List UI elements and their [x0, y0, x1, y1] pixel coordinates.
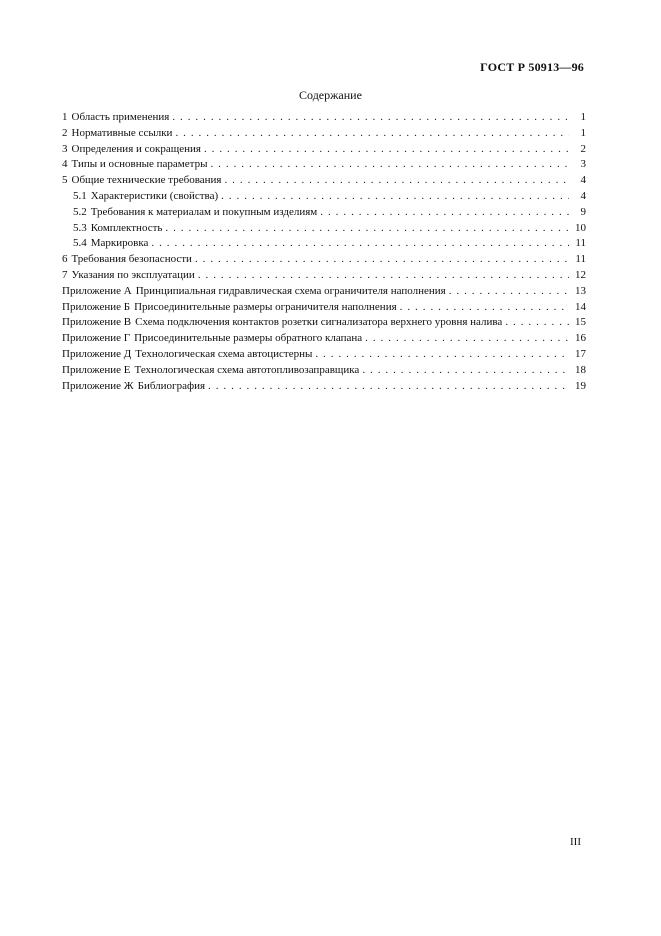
toc-entry-page: 11: [575, 237, 586, 250]
toc-entry-number: 1: [62, 111, 68, 123]
toc-entry-label: Принципиальная гидравлическая схема ограничителя наполнения: [135, 284, 446, 297]
toc-entry-page: 11: [575, 253, 586, 266]
toc-entry-page: 18: [575, 363, 586, 376]
toc-entry-page: 2: [580, 142, 586, 155]
toc-entry[interactable]: [62, 205, 586, 221]
toc-entry-label: Библиография: [137, 379, 206, 392]
dot-leader: [165, 221, 569, 237]
toc-entry[interactable]: [62, 331, 586, 347]
toc-entry-number: 3: [62, 142, 68, 155]
dot-leader: [151, 236, 569, 252]
dot-leader: [195, 252, 569, 268]
toc-entry-page: 4: [580, 174, 586, 187]
toc-entry-number: 2: [62, 126, 68, 139]
toc-title: Содержание: [299, 88, 362, 102]
toc-entry-label: Присоединительные размеры ограничителя наполнения: [134, 300, 397, 313]
toc-entry-page: 1: [580, 111, 586, 123]
toc-entry-number: Приложение Б: [62, 300, 131, 313]
toc-entry-number: Приложение А: [62, 284, 132, 297]
toc-entry[interactable]: [62, 189, 586, 205]
toc-entry-page: 3: [580, 158, 586, 171]
toc-entry-label: Общие технические требования: [71, 174, 222, 187]
toc-entry-label: Требования безопасности: [71, 253, 192, 266]
toc-entry-page: 16: [575, 332, 586, 345]
dot-leader: [175, 126, 569, 142]
toc-entry[interactable]: [62, 347, 586, 363]
toc-entry[interactable]: [62, 300, 586, 316]
toc-entry-number: Приложение Е: [62, 363, 131, 376]
dot-leader: [208, 379, 569, 395]
toc-entry-page: 12: [575, 268, 586, 281]
toc-entry-label: Область применения: [71, 111, 170, 123]
toc-entry-label: Характеристики (свойства): [90, 189, 219, 202]
toc-entry-label: Типы и основные параметры: [71, 158, 208, 171]
toc-entry[interactable]: [62, 252, 586, 268]
dot-leader: [362, 363, 569, 379]
dot-leader: [210, 157, 569, 173]
dot-leader: [204, 142, 569, 158]
toc-entry[interactable]: [62, 221, 586, 237]
toc-entry-number: 5.2: [73, 205, 87, 218]
dot-leader: [224, 173, 569, 189]
toc-entry-page: 14: [575, 300, 586, 313]
toc-entry-number: 5.1: [73, 189, 87, 202]
dot-leader: [221, 189, 569, 205]
dot-leader: [315, 347, 569, 363]
toc-entry-label: Комплектность: [90, 221, 163, 234]
dot-leader: [449, 284, 569, 300]
toc-entry-number: Приложение В: [62, 316, 132, 329]
toc-entry-page: 13: [575, 284, 586, 297]
toc-entry-label: Определения и сокращения: [71, 142, 201, 155]
dot-leader: [365, 331, 569, 347]
document-code: ГОСТ Р 50913—96: [480, 60, 584, 74]
toc-entry-number: 4: [62, 158, 68, 171]
toc-entry-page: 9: [580, 205, 586, 218]
toc-entry-number: Приложение Д: [62, 347, 132, 360]
dot-leader: [505, 315, 569, 331]
toc-entry-label: Технологическая схема автоцистерны: [135, 347, 313, 360]
toc-entry-number: 5.4: [73, 237, 87, 250]
toc-entry-page: 15: [575, 316, 586, 329]
toc-entry-number: Приложение Г: [62, 332, 131, 345]
toc-entry[interactable]: [62, 315, 586, 331]
dot-leader: [172, 110, 569, 126]
toc-entry-number: 7: [62, 268, 68, 281]
toc-entry-number: 5: [62, 174, 68, 187]
toc-entry-page: 1: [580, 126, 586, 139]
toc-entry[interactable]: [62, 379, 586, 395]
toc-entry[interactable]: [62, 173, 586, 189]
toc-entry[interactable]: [62, 157, 586, 173]
table-of-contents: [62, 110, 586, 394]
dot-leader: [198, 268, 569, 284]
toc-entry-number: 5.3: [73, 221, 87, 234]
dot-leader: [400, 300, 569, 316]
toc-entry-label: Технологическая схема автотопливозаправщика: [134, 363, 360, 376]
dot-leader: [320, 205, 569, 221]
page-number: III: [570, 836, 581, 848]
toc-entry-page: 17: [575, 347, 586, 360]
toc-entry-label: Маркировка: [90, 237, 149, 250]
toc-entry-label: Требования к материалам и покупным изделиям: [90, 205, 318, 218]
toc-entry-label: Указания по эксплуатации: [71, 268, 195, 281]
toc-entry[interactable]: [62, 126, 586, 142]
toc-entry[interactable]: [62, 363, 586, 379]
toc-entry[interactable]: [62, 268, 586, 284]
toc-entry-page: 10: [575, 221, 586, 234]
toc-entry-page: 19: [575, 379, 586, 392]
toc-entry[interactable]: [62, 236, 586, 252]
toc-entry-page: 4: [580, 189, 586, 202]
toc-entry[interactable]: [62, 284, 586, 300]
toc-entry[interactable]: [62, 142, 586, 158]
toc-entry-label: Нормативные ссылки: [71, 126, 173, 139]
toc-entry[interactable]: [62, 110, 586, 126]
toc-entry-label: Присоединительные размеры обратного клапана: [134, 332, 363, 345]
toc-entry-number: Приложение Ж: [62, 379, 134, 392]
toc-entry-number: 6: [62, 253, 68, 266]
toc-entry-label: Схема подключения контактов розетки сигнализатора верхнего уровня налива: [135, 316, 503, 329]
